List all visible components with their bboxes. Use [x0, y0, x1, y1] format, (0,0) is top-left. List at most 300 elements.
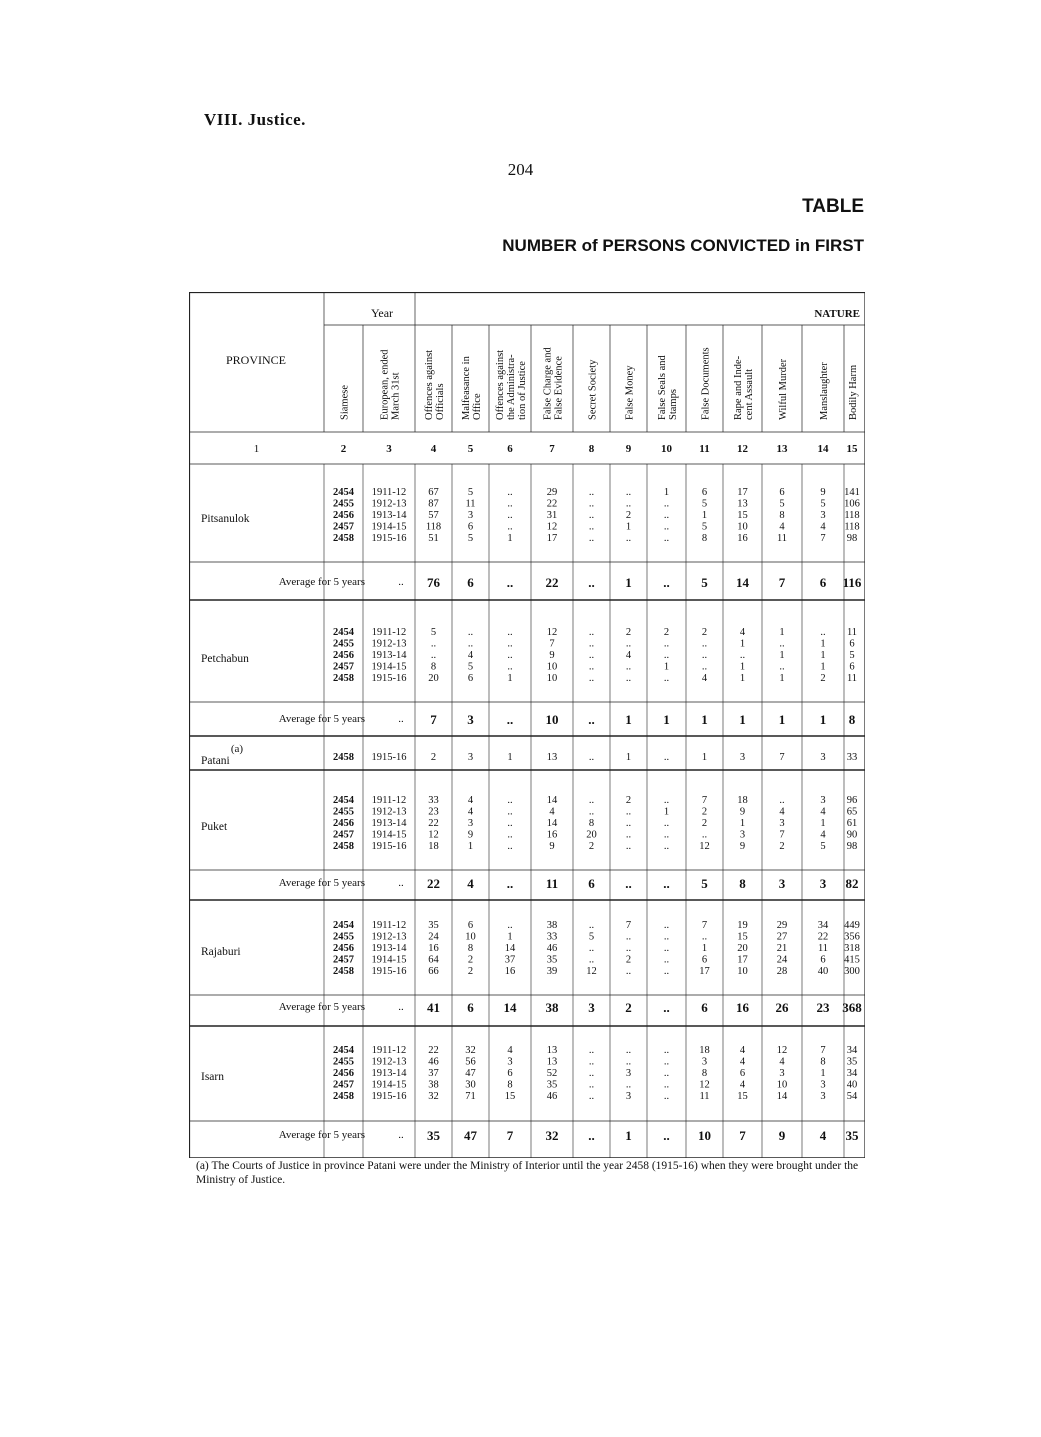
data-cell: 3 — [625, 1068, 632, 1079]
average-value: 35 — [427, 1128, 440, 1143]
average-value: 23 — [816, 1000, 830, 1015]
average-value: 26 — [775, 1000, 789, 1015]
data-cell: .. — [588, 521, 595, 533]
data-cell: .. — [663, 1045, 670, 1056]
data-cell: .. — [588, 661, 595, 673]
data-cell: 1 — [820, 650, 826, 661]
data-cell: 16 — [546, 829, 558, 841]
data-cell: .. — [779, 638, 785, 650]
data-cell: .. — [663, 954, 670, 966]
data-cell: 3 — [467, 510, 474, 521]
data-cell: .. — [625, 498, 632, 510]
data-cell: 35 — [546, 1079, 558, 1091]
data-cell: 6 — [507, 1068, 513, 1079]
data-cell: 4 — [779, 1056, 785, 1068]
data-cell: 300 — [844, 966, 860, 977]
average-value: 5 — [701, 575, 708, 590]
data-cell: 22 — [428, 818, 439, 829]
data-cell: 39 — [546, 966, 558, 977]
column-number: 10 — [661, 443, 672, 455]
data-cell: .. — [588, 1045, 595, 1056]
average-value: 1 — [625, 1128, 632, 1143]
siamese-year: 2458 — [333, 673, 354, 684]
data-cell: 10 — [546, 661, 558, 673]
data-cell: .. — [625, 487, 632, 498]
european-year: 1911-12 — [371, 920, 407, 931]
data-cell: 6 — [849, 661, 855, 673]
data-cell: 13 — [546, 752, 558, 763]
crime-header: Stamps — [668, 389, 679, 420]
data-cell: .. — [663, 795, 670, 806]
siamese-year: 2458 — [333, 1091, 354, 1102]
data-cell: 1 — [739, 673, 746, 684]
data-cell: 1 — [739, 818, 746, 829]
average-dots: .. — [398, 877, 404, 889]
data-cell: .. — [625, 806, 632, 818]
data-cell: .. — [588, 795, 595, 806]
convictions-table — [189, 292, 865, 1158]
average-value: 7 — [430, 712, 437, 727]
data-cell: .. — [588, 752, 595, 763]
data-cell: 4 — [701, 673, 708, 684]
siamese-year: 2456 — [333, 1068, 354, 1079]
column-number: 9 — [625, 443, 632, 455]
data-cell: 2 — [701, 627, 708, 638]
siamese-year: 2454 — [333, 487, 354, 498]
data-cell: 6 — [739, 1068, 746, 1079]
data-cell: .. — [779, 795, 785, 806]
data-cell: .. — [701, 650, 708, 661]
data-cell: .. — [625, 1045, 632, 1056]
data-cell: 118 — [425, 521, 442, 533]
data-cell: 4 — [739, 1045, 746, 1056]
column-number: 2 — [340, 443, 347, 455]
data-cell: 56 — [465, 1056, 476, 1068]
data-cell: 8 — [507, 1079, 513, 1091]
data-cell: 12 — [699, 841, 710, 852]
average-value: .. — [663, 575, 670, 590]
average-value: .. — [588, 575, 595, 590]
data-cell: 38 — [546, 920, 558, 931]
data-cell: 6 — [820, 954, 826, 966]
data-cell: 28 — [776, 966, 788, 977]
crime-header: Secret Society — [587, 359, 599, 420]
data-cell: 67 — [428, 487, 439, 498]
data-cell: 14 — [546, 795, 558, 806]
data-cell: 51 — [428, 533, 439, 544]
province-marker: (a) — [230, 743, 244, 755]
data-cell: 33 — [546, 931, 558, 943]
data-cell: 17 — [737, 487, 748, 498]
european-year-header: European, ended — [379, 349, 391, 420]
european-year: 1914-15 — [371, 521, 407, 533]
average-value: 32 — [545, 1128, 559, 1143]
european-year: 1912-13 — [371, 931, 407, 943]
data-cell: 3 — [779, 818, 785, 829]
average-value: 4 — [467, 876, 474, 891]
data-cell: 54 — [846, 1091, 858, 1102]
data-cell: 96 — [846, 795, 858, 806]
data-cell: .. — [507, 920, 513, 931]
data-cell: 2 — [625, 510, 632, 521]
data-cell: 3 — [820, 795, 826, 806]
data-cell: .. — [430, 650, 437, 661]
data-cell: 12 — [699, 1079, 710, 1091]
data-cell: .. — [663, 1056, 670, 1068]
siamese-year: 2458 — [333, 533, 354, 544]
data-cell: .. — [507, 829, 513, 841]
average-value: 6 — [588, 876, 595, 891]
average-value: 9 — [778, 1128, 786, 1143]
average-value: 2 — [625, 1000, 632, 1015]
data-cell: 29 — [776, 920, 788, 931]
data-cell: 2 — [625, 627, 632, 638]
average-value: 1 — [819, 712, 827, 727]
data-cell: 1 — [779, 650, 785, 661]
data-cell: 13 — [546, 1056, 558, 1068]
european-year-header: March 31st — [390, 372, 402, 420]
data-cell: 18 — [699, 1045, 710, 1056]
siamese-year: 2457 — [333, 521, 354, 533]
data-cell: 22 — [428, 1045, 439, 1056]
data-cell: 24 — [428, 931, 439, 943]
siamese-year: 2454 — [333, 1045, 354, 1056]
data-cell: 35 — [546, 954, 558, 966]
data-cell: 1 — [701, 510, 708, 521]
data-cell: 1 — [625, 752, 632, 763]
data-cell: 3 — [625, 1091, 632, 1102]
data-cell: 5 — [701, 498, 708, 510]
data-cell: 3 — [507, 1056, 513, 1068]
data-cell: 1 — [820, 818, 826, 829]
data-cell: .. — [625, 966, 632, 977]
data-cell: .. — [507, 795, 513, 806]
data-cell: 11 — [846, 673, 858, 684]
data-cell: 4 — [739, 1079, 746, 1091]
european-year: 1912-13 — [371, 1056, 407, 1068]
data-cell: 106 — [844, 498, 860, 510]
data-cell: .. — [588, 487, 595, 498]
average-value: 3 — [588, 1000, 595, 1015]
data-cell: 14 — [546, 818, 558, 829]
data-cell: 3 — [739, 752, 746, 763]
data-cell: .. — [507, 627, 513, 638]
average-value: 6 — [701, 1000, 708, 1015]
data-cell: 13 — [546, 1045, 558, 1056]
data-cell: .. — [588, 673, 595, 684]
average-value: 7 — [506, 1128, 514, 1143]
european-year: 1913-14 — [371, 818, 407, 829]
data-cell: 1 — [663, 487, 670, 498]
european-year: 1911-12 — [371, 627, 407, 638]
column-number: 4 — [430, 443, 437, 455]
european-year: 1914-15 — [371, 661, 407, 673]
data-cell: 3 — [820, 1091, 826, 1102]
data-cell: .. — [588, 1056, 595, 1068]
data-cell: 1 — [663, 661, 670, 673]
data-cell: 34 — [817, 920, 829, 931]
province-header: PROVINCE — [225, 353, 287, 367]
european-year: 1914-15 — [371, 954, 407, 966]
data-cell: 4 — [467, 806, 474, 818]
average-label: Average for 5 years — [278, 1129, 365, 1141]
data-cell: .. — [588, 943, 595, 954]
data-cell: 6 — [701, 954, 708, 966]
nature-header: NATURE — [814, 308, 860, 320]
siamese-year: 2458 — [333, 752, 354, 763]
data-cell: .. — [507, 818, 513, 829]
data-cell: 4 — [625, 650, 632, 661]
average-value: 10 — [545, 712, 559, 727]
data-cell: 7 — [701, 920, 708, 931]
data-cell: 4 — [820, 806, 826, 818]
data-cell: .. — [663, 752, 670, 763]
data-cell: 2 — [625, 954, 632, 966]
data-cell: 8 — [588, 818, 595, 829]
data-cell: 46 — [428, 1056, 439, 1068]
column-number: 15 — [846, 443, 858, 455]
average-value: 8 — [848, 712, 856, 727]
data-cell: 4 — [820, 521, 826, 533]
average-value: 7 — [739, 1128, 746, 1143]
data-cell: .. — [588, 533, 595, 544]
data-cell: .. — [663, 533, 670, 544]
average-dots: .. — [398, 1129, 404, 1141]
data-cell: 3 — [779, 1068, 785, 1079]
data-cell: 3 — [820, 510, 826, 521]
crime-header: Bodily Harm — [848, 364, 859, 420]
data-cell: 71 — [465, 1091, 476, 1102]
data-cell: 4 — [820, 829, 826, 841]
data-cell: .. — [588, 1091, 595, 1102]
data-cell: .. — [625, 943, 632, 954]
province-name: Patani — [201, 755, 230, 767]
data-cell: 12 — [546, 627, 558, 638]
data-cell: 29 — [546, 487, 558, 498]
data-cell: 9 — [820, 487, 826, 498]
data-cell: .. — [507, 521, 513, 533]
data-cell: 356 — [844, 931, 860, 943]
data-cell: 9 — [549, 650, 555, 661]
data-cell: 9 — [549, 841, 555, 852]
data-cell: 118 — [844, 521, 860, 533]
data-cell: 2 — [820, 673, 826, 684]
average-value: 3 — [467, 712, 474, 727]
siamese-year: 2457 — [333, 829, 354, 841]
section-title: VIII. Justice. — [204, 110, 306, 129]
page-number: 204 — [507, 160, 534, 179]
data-cell: 7 — [549, 638, 555, 650]
data-cell: .. — [663, 931, 670, 943]
siamese-year: 2457 — [333, 954, 354, 966]
data-cell: 5 — [701, 521, 708, 533]
crime-header: Rape and Inde- — [733, 355, 744, 420]
data-cell: 46 — [546, 1091, 558, 1102]
siamese-year: 2454 — [333, 795, 354, 806]
data-cell: 37 — [504, 954, 516, 966]
data-cell: .. — [588, 650, 595, 661]
data-cell: .. — [625, 1056, 632, 1068]
data-cell: 6 — [467, 920, 474, 931]
data-cell: 2 — [779, 841, 785, 852]
average-value: 1 — [701, 712, 708, 727]
data-cell: .. — [588, 806, 595, 818]
data-cell: .. — [430, 638, 437, 650]
data-cell: 10 — [546, 673, 558, 684]
data-cell: 3 — [467, 752, 474, 763]
data-cell: 1 — [779, 627, 785, 638]
european-year: 1915-16 — [371, 841, 407, 852]
data-cell: 8 — [430, 661, 437, 673]
crime-header: Officials — [435, 383, 446, 420]
column-number: 14 — [817, 443, 829, 455]
data-cell: .. — [625, 841, 632, 852]
average-value: 10 — [698, 1128, 711, 1143]
average-value: 368 — [842, 1000, 862, 1015]
data-cell: .. — [663, 1091, 670, 1102]
table-label: TABLE — [802, 196, 864, 217]
column-number: 5 — [467, 443, 474, 455]
average-value: 7 — [778, 575, 786, 590]
data-cell: .. — [625, 638, 632, 650]
average-value: 47 — [464, 1128, 477, 1143]
data-cell: 6 — [779, 487, 785, 498]
data-cell: 2 — [588, 841, 595, 852]
siamese-year: 2456 — [333, 818, 354, 829]
data-cell: .. — [507, 806, 513, 818]
data-cell: 34 — [846, 1045, 858, 1056]
data-cell: 11 — [465, 498, 476, 510]
data-cell: 1 — [467, 841, 474, 852]
data-cell: 21 — [776, 943, 788, 954]
data-cell: 1 — [820, 661, 826, 673]
data-cell: .. — [663, 818, 670, 829]
average-value: 22 — [427, 876, 440, 891]
data-cell: 34 — [846, 1068, 858, 1079]
data-cell: 2 — [467, 966, 474, 977]
province-name: Petchabun — [201, 653, 249, 665]
data-cell: .. — [588, 954, 595, 966]
siamese-year: 2454 — [333, 627, 354, 638]
data-cell: 8 — [779, 510, 785, 521]
data-cell: 118 — [844, 510, 860, 521]
european-year: 1913-14 — [371, 510, 407, 521]
data-cell: 10 — [776, 1079, 788, 1091]
average-value: .. — [506, 575, 514, 590]
data-cell: 8 — [701, 1068, 708, 1079]
data-cell: 14 — [504, 943, 516, 954]
data-cell: 90 — [846, 829, 858, 841]
average-value: .. — [588, 1128, 595, 1143]
european-year: 1912-13 — [371, 806, 407, 818]
european-year: 1915-16 — [371, 752, 407, 763]
data-cell: 37 — [428, 1068, 439, 1079]
data-cell: .. — [588, 638, 595, 650]
data-cell: .. — [507, 661, 513, 673]
crime-header: False Documents — [700, 347, 712, 420]
average-value: 41 — [427, 1000, 440, 1015]
data-cell: 46 — [546, 943, 558, 954]
data-cell: .. — [701, 931, 708, 943]
data-cell: 6 — [849, 638, 855, 650]
data-cell: 5 — [820, 841, 826, 852]
data-cell: .. — [507, 510, 513, 521]
average-label: Average for 5 years — [278, 576, 365, 588]
data-cell: 31 — [546, 510, 558, 521]
crime-header: False Charge and — [542, 347, 554, 420]
data-cell: 12 — [546, 521, 558, 533]
european-year: 1915-16 — [371, 1091, 407, 1102]
data-cell: 318 — [844, 943, 860, 954]
siamese-year: 2458 — [333, 841, 354, 852]
column-number: 11 — [699, 443, 710, 455]
data-cell: 4 — [467, 795, 474, 806]
crime-header: tion of Justice — [517, 361, 528, 420]
data-cell: .. — [663, 943, 670, 954]
data-cell: .. — [507, 498, 513, 510]
average-value: .. — [588, 712, 595, 727]
data-cell: 1 — [507, 752, 513, 763]
data-cell: .. — [663, 638, 670, 650]
province-name: Rajaburi — [201, 946, 241, 958]
data-cell: 40 — [817, 966, 829, 977]
data-cell: 57 — [428, 510, 439, 521]
data-cell: 5 — [849, 650, 855, 661]
data-cell: 30 — [465, 1079, 476, 1091]
data-cell: 3 — [739, 829, 746, 841]
data-cell: 1 — [663, 806, 670, 818]
average-value: 11 — [545, 876, 559, 891]
data-cell: .. — [588, 1068, 595, 1079]
data-cell: 98 — [846, 841, 858, 852]
data-cell: .. — [507, 650, 513, 661]
data-cell: .. — [701, 638, 708, 650]
data-cell: 2 — [430, 752, 437, 763]
average-value: 4 — [819, 1128, 827, 1143]
data-cell: 14 — [776, 1091, 788, 1102]
data-cell: 2 — [467, 954, 474, 966]
data-cell: 15 — [737, 510, 748, 521]
data-cell: .. — [625, 931, 632, 943]
data-cell: 2 — [663, 627, 670, 638]
column-number: 13 — [776, 443, 788, 455]
data-cell: 4 — [779, 521, 785, 533]
european-year: 1913-14 — [371, 943, 407, 954]
data-cell: .. — [701, 829, 708, 841]
data-cell: 11 — [846, 627, 858, 638]
data-cell: 1 — [820, 638, 826, 650]
data-cell: .. — [663, 673, 670, 684]
data-cell: 7 — [779, 752, 785, 763]
crime-header: Offences against — [495, 349, 506, 420]
data-cell: 1 — [701, 943, 708, 954]
siamese-year: 2455 — [333, 638, 354, 650]
data-cell: 7 — [820, 1045, 826, 1056]
average-value: 76 — [427, 575, 440, 590]
european-year: 1913-14 — [371, 1068, 407, 1079]
siamese-year: 2456 — [333, 650, 354, 661]
data-cell: 15 — [504, 1091, 516, 1102]
crime-header: the Administra- — [506, 354, 517, 420]
average-value: .. — [663, 876, 670, 891]
crime-header: False Money — [624, 365, 636, 420]
data-cell: 27 — [776, 931, 788, 943]
data-cell: .. — [663, 966, 670, 977]
data-cell: 2 — [701, 806, 708, 818]
data-cell: 9 — [739, 841, 746, 852]
data-cell: 6 — [701, 487, 708, 498]
average-value: 116 — [842, 575, 862, 590]
